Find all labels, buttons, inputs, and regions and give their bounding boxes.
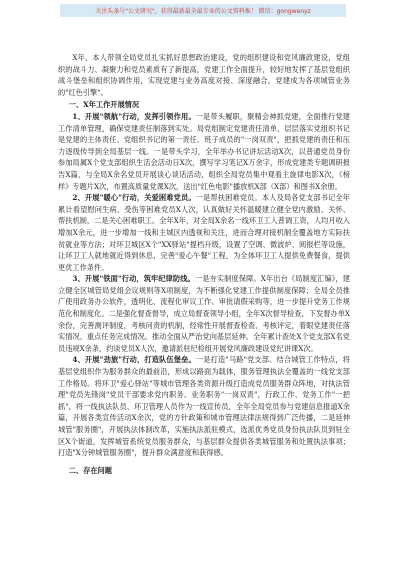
item-lead: 2、开展"暖心"行动，关爱困难党员。	[72, 193, 196, 203]
item-body: 一是打造"马路"党支部。结合城管工作特点，将基层党组织作为服务群众的最前沿，形成以路面为载体，服务管理执法全覆盖的一线党支部工作格局。将环卫"爱心驿站"等城市管理各类资源升级打造成党员服务群众阵地，对执法管理"党员先锋岗"党员干部要求党内职务、业务职务"一岗双责"，行政工作、党务工作"一把抓"，将一线执法队员、环卫管理人员作为一线宣传员，全年全局党员参与党建信息报道X余篇，开展各类宣传活动X余次，党的方针政策和城市管理法律法规得到广泛传播，二是延伸城管"服务圈"，开展执法体制改革，实施执法派驻模式，选派优秀党员身份执法队员到驻全区X个街道，发挥城管系统党员服务群众，与基层群众提供各类城管服务和处置执法事项；打造"X分钟城管服务圈"，提升群众满意度和获得感。	[58, 355, 350, 458]
section-heading-2: 二、存在问题	[68, 465, 112, 475]
document-body	[58, 52, 350, 476]
item-body: 一是夯实制度保障。X年出台《局制度汇编》，建立健全区城管局党组会议规则等X项制度，为不断强化党建工作提供制度保障；全局全员推广使用政务办公软件，透明化、流程化审议工作、审批请假采购等，进一步提升党务工作规范化和制度化。二是强化督查督导，成立局督查领导小组，全年X次督导检查，下发督办单X余份，完善测评制度，考核问责的机制，经常性开展督查检查、考核评定，着眼党建责任落实情况、重点任务完成情况。推动全面从严治党向基层延伸。全年累计查处X个党支部X名党员违规X余条，约谈党员X人次，邀请派驻纪检组开展党风廉政建设党纪讲课X次。	[58, 274, 350, 353]
item-paragraph	[58, 192, 350, 273]
header-banner[interactable]: 关注头条号"公文研究"，获得最新最全最专业的公文资料推！ 微信：gongwenyz	[60, 4, 346, 17]
intro-paragraph: X年，本人带领全局党员扎实抓好思想政治建设，党的组织建设和党风廉政建设，党组织的战斗力、凝聚力和党员素质有了新提高，党建工作全面提升，较好地发挥了基层党组织战斗堡垒和组织协调作用，实现党建与业务高度对接、深度融合，党建成为各项城管业务的"红色引擎"。	[58, 53, 350, 97]
item-lead: 4、开展"劲旅"行动，打造队伍堡垒。	[72, 355, 196, 365]
item-paragraph	[58, 354, 350, 458]
item-body: 一是帮扶困难党员。本人及局各党支部书记全年累计看望慰问生病、受伤等困难党员X人次，认真做好关怀温暖建立健全党内激励、关怀、帮扶机制，二是关心困难职工。全年X年，对全局X余名一线环卫工人普调工资，人均月收入增加X余元，进一步增加一线和主城区内透视和关注，进而合理对接机制全覆盖地方实际扶贫就业等方法；对环卫城区X个"XX驿站"提档升级，设置了空调、微波炉、阅报栏等设施，让环卫工人就地就近得到休息，完善"爱心午餐"工程，为全体环卫工人提供免费餐食，提供更优工作条件。	[58, 193, 350, 272]
section-heading-1: 一、X年工作开展情况	[68, 100, 140, 110]
item-lead: 1、开展"领航"行动，发挥引领作用。	[72, 111, 196, 121]
item-body: 一是带头履职，聚精会神抓党建，全面推行党建工作清单管理，确保党建责任制落到实处。局党组制定党建责任清单，层层落实党组织书记是党建的主体责任、党组织书记的第一责任、班子成员的"一岗双责"，把抓党建的责任和压力逐级传导到全局基层一线。一是带头学习，全年举办书记讲坛活动X次，以普通党员身份参加局属X个党支部组织生活会活动日X次，撰写学习笔记X万余字，形成党建类专题调研报告X篇，与全局X余名党员开展谈心谈话活动，组织全局党员集中观看主旋律电影X次，《榜样》专题片X次，布置高质量党课X次，送出"红色电影"播放机X部（X部）和图书X余册。	[58, 111, 350, 191]
item-paragraph	[58, 273, 350, 354]
item-lead: 3、开展"铁面"行动，筑牢纪律防线。	[72, 274, 195, 284]
item-paragraph	[58, 111, 350, 192]
